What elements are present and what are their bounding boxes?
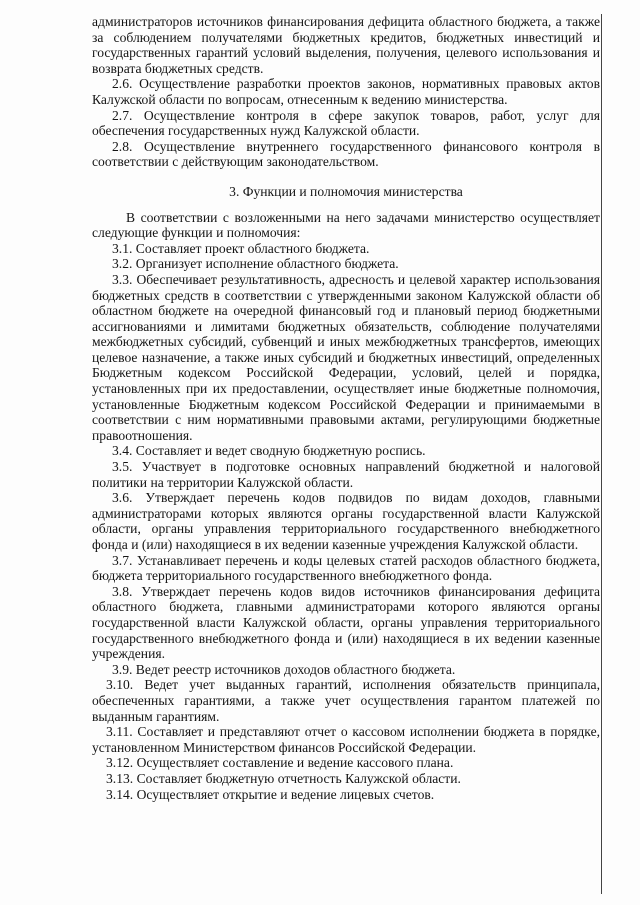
item-number: 2.7. [112,107,133,123]
section2-item-2-8 [92,139,600,170]
item-number: 3.14. [106,786,134,802]
item-text: Утверждает перечень кодов видов источников финансирования дефицита областного бюджета, главными администраторами которого являются органы государственной власти Калужской области, органы управления территориального государственного внебюджетного фонда и (или) находящиеся в их ведении казенные учреждения. [92,583,600,662]
item-number: 3.4. [112,443,133,459]
item-text: Осуществление разработки проектов законов, нормативных правовых актов Калужской области по вопросам, отнесенным к ведению министерства. [92,76,600,107]
item-number: 3.8. [112,583,133,599]
item-text: Осуществление внутреннего государственного финансового контроля в соответствии с действующим законодательством. [92,138,600,170]
item-number: 3.7. [112,552,133,568]
page-edge-line [601,14,602,894]
section3-item-3-12 [92,755,600,771]
item-number: 3.13. [106,770,134,786]
item-number: 3.5. [112,459,133,475]
section3-item-3-8 [92,584,600,662]
item-text: Утверждает перечень кодов подвидов по видам доходов, главными администраторами которых являются органы государственной власти Калужской области, органы управления территориального государственного внебюджетного фонда и (или) находящиеся в их ведении казенные учреждения Калужской области. [92,490,600,552]
section3-item-3-11 [92,724,600,755]
item-number: 3.9. [112,661,133,677]
item-number: 3.11. [106,724,133,740]
item-number: 3.6. [112,490,133,506]
section3-item-3-4 [92,443,600,459]
item-text: Осуществление контроля в сфере закупок товаров, работ, услуг для обеспечения государственных нужд Калужской области. [92,107,600,139]
section3-item-3-14 [92,787,600,803]
item-number: 2.6. [112,76,133,92]
item-text: Обеспечивает результативность, адресность и целевой характер использования бюджетных средств в соответствии с утвержденными законом Калужской области об областном бюджете на очередной финансовый год и плановый период бюджетными ассигнованиями и лимитами бюджетных обязательств, соблюдение получателями межбюджетных субсидий, субвенций и иных межбюджетных трансфертов, имеющих целевое назначение, а также иных субсидий и бюджетных инвестиций, определенных Бюджетным кодексом Российской Федерации, условий, целей и порядка, установленных при их предоставлении, осуществляет иные бюджетные полномочия, установленные Бюджетным кодексом Российской Федерации и принимаемыми в соответствии с ним нормативными правовыми актами, регулирующими бюджетные правоотношения. [92,271,600,443]
item-number: 3.12. [106,755,134,771]
section3-item-3-6 [92,490,600,552]
item-number: 3.1. [112,240,133,256]
section3-item-3-5 [92,459,600,490]
item-number: 3.10. [106,677,134,693]
item-number: 3.3. [112,271,133,287]
item-text: Осуществляет составление и ведение кассового плана. [136,755,454,771]
item-text: Организует исполнение областного бюджета. [135,256,399,272]
section3-item-3-1 [92,241,600,257]
item-number: 3.2. [112,256,133,272]
item-text: Осуществляет открытие и ведение лицевых счетов. [136,786,435,802]
intro-paragraph: администраторов источников финансирования дефицита областного бюджета, а также за соблюдением получателями бюджетных кредитов, бюджетных инвестиций и государственных гарантий условий выделения, получения, целевого использования и возврата бюджетных средств. [92,14,600,76]
section3-intro: В соответствии с возложенными на него задачами министерство осуществляет следующие функции и полномочия: [92,209,600,241]
section3-heading: 3. Функции и полномочия министерства [229,183,463,199]
item-text: Составляет проект областного бюджета. [135,240,370,256]
section3-item-3-13 [92,771,600,787]
section2-item-2-6 [92,76,600,107]
item-number: 2.8. [112,138,133,154]
section3-item-3-10 [92,677,600,724]
section3-item-3-7 [92,553,600,584]
section3-item-3-9 [92,662,600,678]
item-text: Устанавливает перечень и коды целевых статей расходов областного бюджета, бюджета территориального государственного внебюджетного фонда. [92,552,600,584]
item-text: Составляет и ведет сводную бюджетную роспись. [135,443,426,459]
item-text: Ведет реестр источников доходов областного бюджета. [135,661,456,677]
section3-item-3-2 [92,256,600,272]
item-text: Составляет бюджетную отчетность Калужской области. [136,770,461,786]
item-text: Ведет учет выданных гарантий, исполнения обязательств принципала, обеспеченных гарантиями, а также учет осуществления гарантом платежей по выданным гарантиям. [92,677,600,724]
section3-item-3-3 [92,272,600,444]
document-body [92,14,600,802]
section2-item-2-7 [92,108,600,139]
item-text: Участвует в подготовке основных направлений бюджетной и налоговой политики на территории Калужской области. [92,459,600,490]
item-text: Составляет и представляют отчет о кассовом исполнении бюджета в порядке, установленном Министерством финансов Российской Федерации. [92,724,600,755]
